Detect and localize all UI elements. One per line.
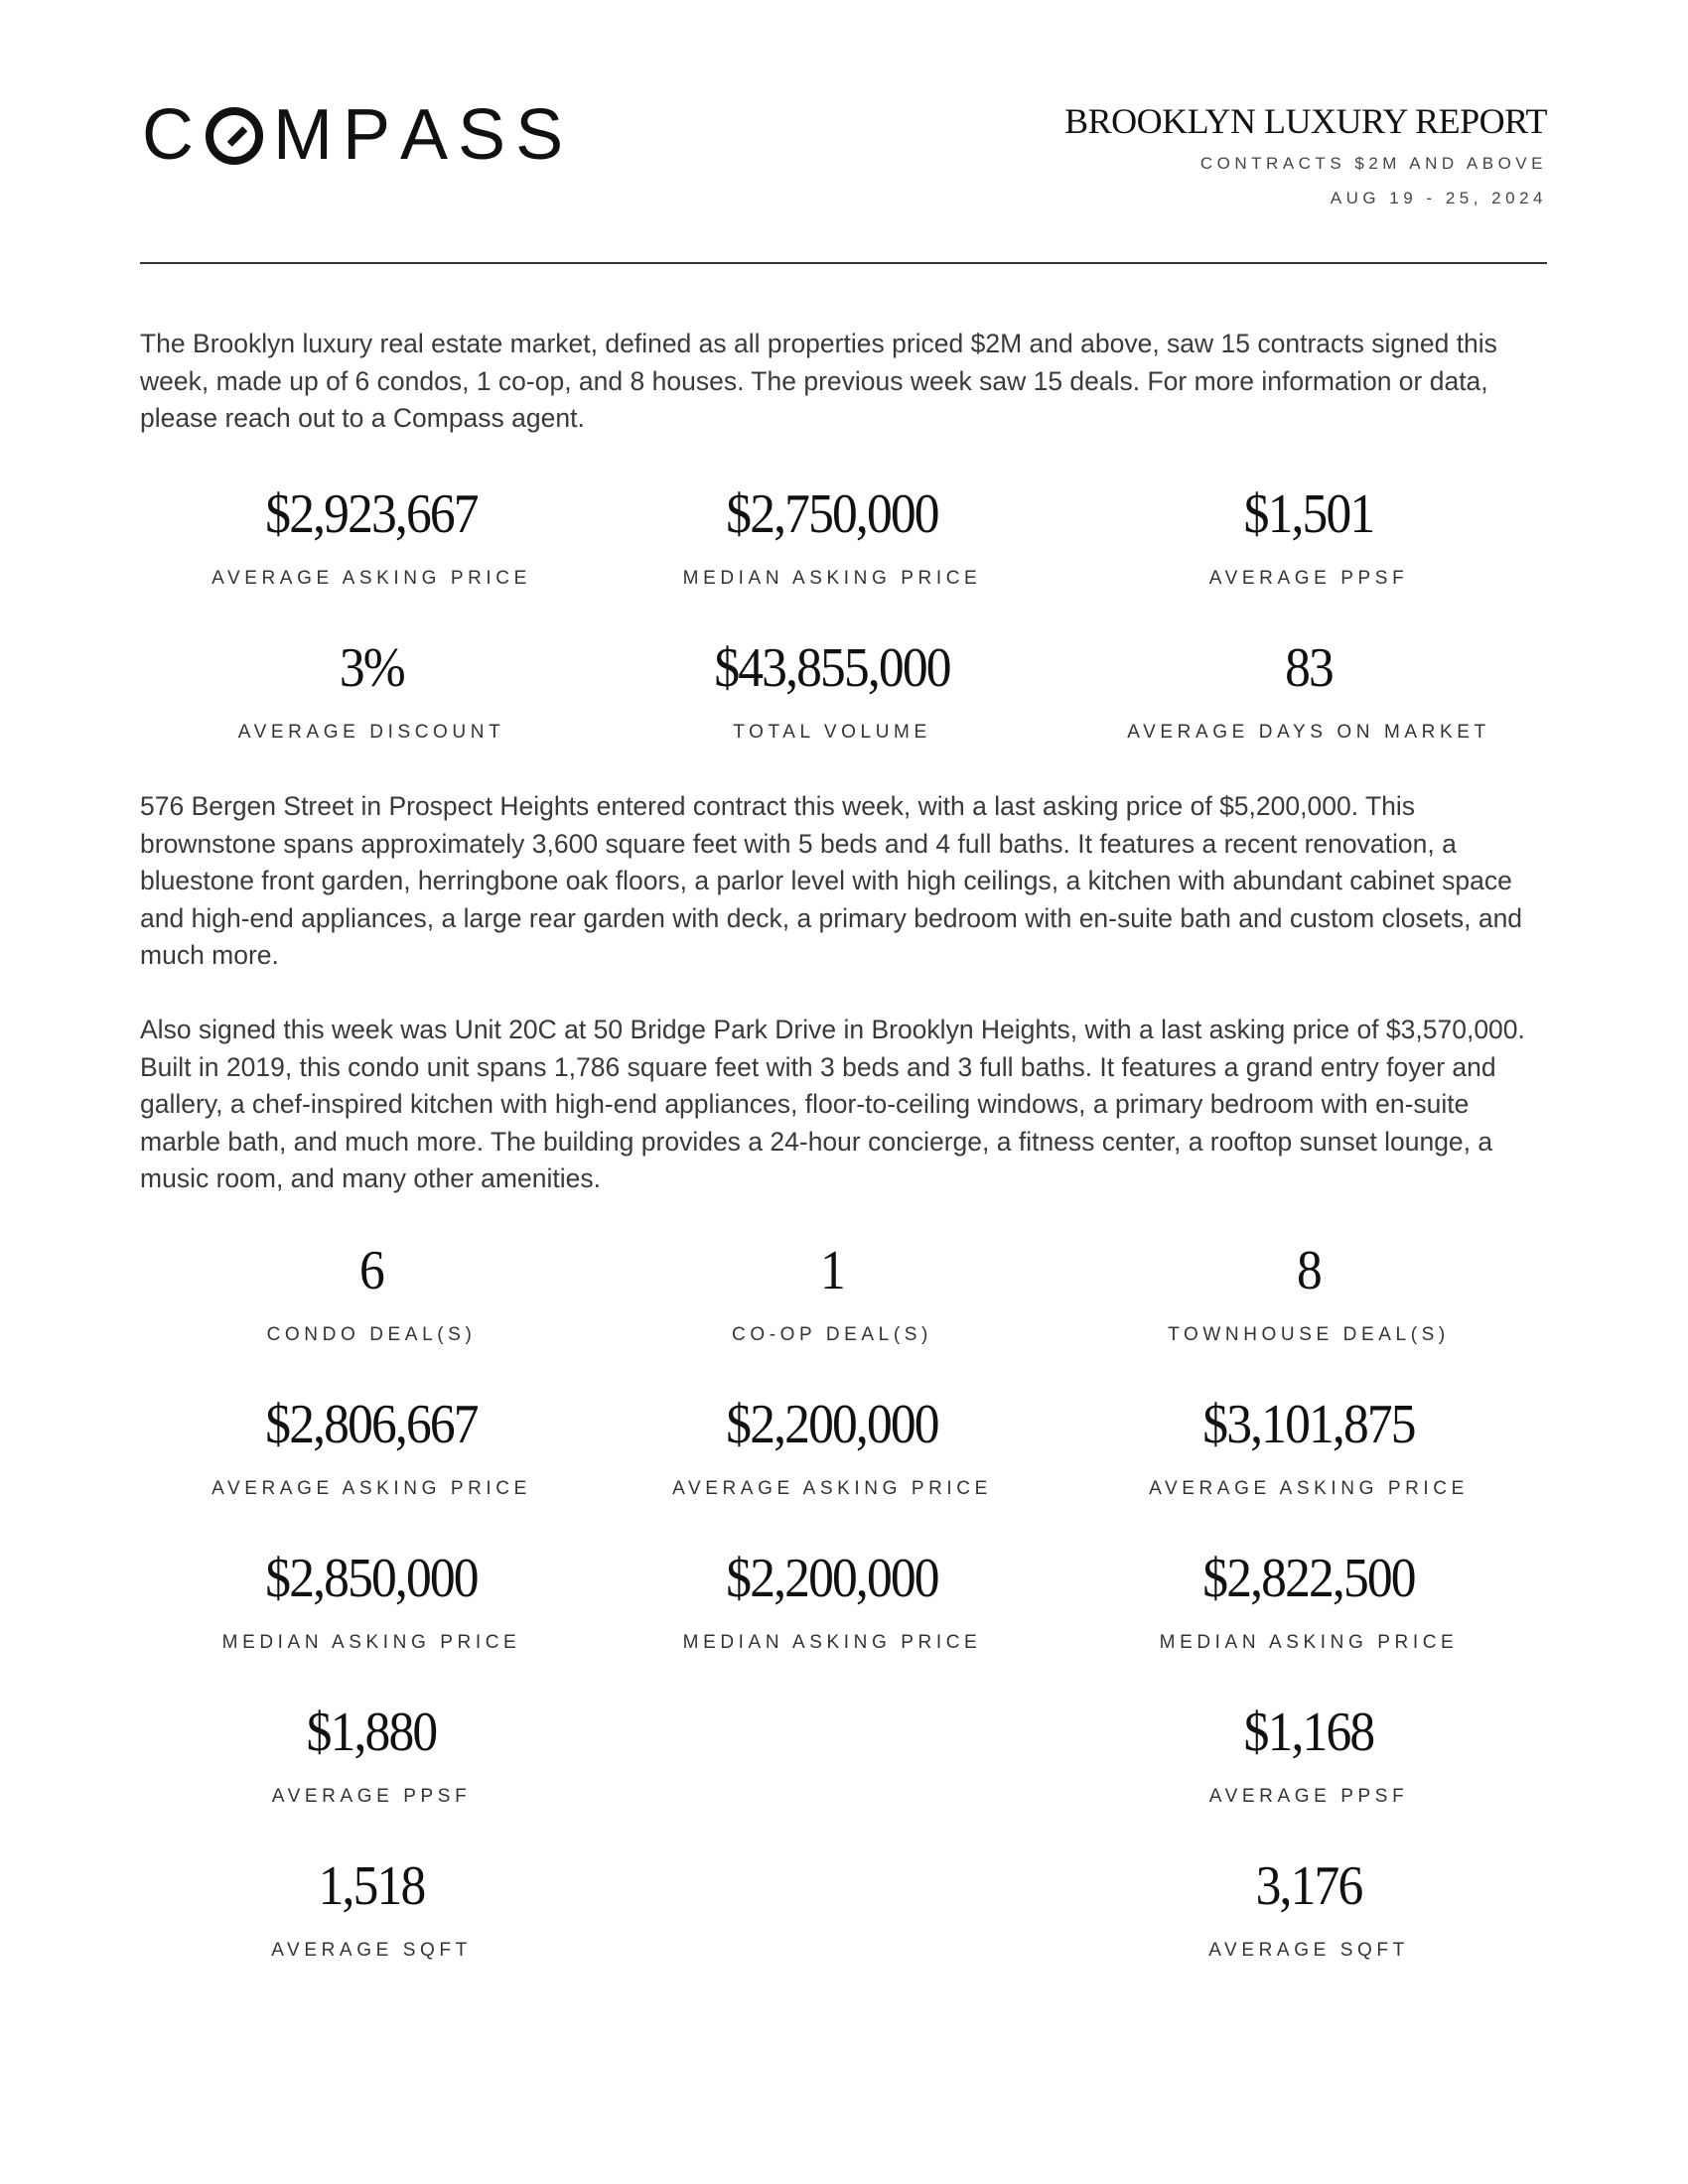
stat-average-asking-price xyxy=(143,484,600,590)
stat-value: 3,176 xyxy=(1255,1855,1362,1917)
stat-average-days-on-market xyxy=(1080,638,1537,744)
stat-value: 8 xyxy=(1297,1240,1321,1301)
coop-average-asking-price xyxy=(604,1395,1060,1500)
stat-value: 1 xyxy=(820,1240,844,1301)
logo-letter: S xyxy=(458,95,516,175)
stat-value: $2,850,000 xyxy=(265,1548,478,1609)
townhouse-average-sqft xyxy=(1080,1856,1537,1962)
stat-value: $1,880 xyxy=(306,1702,437,1763)
report-date-range: AUG 19 - 25, 2024 xyxy=(1330,189,1547,207)
stat-label: AVERAGE PPSF xyxy=(1208,1786,1409,1807)
header-divider xyxy=(140,262,1547,264)
stat-total-volume xyxy=(604,638,1060,744)
intro-paragraph: The Brooklyn luxury real estate market, defined as all properties priced $2M and above, saw 15 contracts signed this week, made up of 6 condos, 1 co-op, and 8 houses. The previous week saw 15 deals. For more information or data, please reach out to a Compass agent. xyxy=(140,329,1497,433)
stat-label: CONDO DEAL(S) xyxy=(266,1324,477,1345)
report-subtitle: CONTRACTS $2M AND ABOVE xyxy=(1199,154,1547,173)
condo-average-asking-price xyxy=(143,1395,600,1500)
townhouse-average-asking-price xyxy=(1080,1395,1537,1500)
report-header xyxy=(1064,99,1547,209)
report-title: BROOKLYN LUXURY REPORT xyxy=(1064,101,1547,141)
stat-value: $2,822,500 xyxy=(1202,1548,1415,1609)
stat-value: $3,101,875 xyxy=(1202,1394,1415,1455)
stat-label: CO-OP DEAL(S) xyxy=(732,1324,932,1345)
stat-label: MEDIAN ASKING PRICE xyxy=(1159,1632,1459,1653)
stat-value: $1,501 xyxy=(1243,483,1374,545)
stat-value: 3% xyxy=(339,637,404,699)
coop-median-asking-price xyxy=(604,1549,1060,1654)
condo-average-sqft xyxy=(143,1856,600,1962)
stat-label: MEDIAN ASKING PRICE xyxy=(682,1632,982,1653)
stat-label: AVERAGE PPSF xyxy=(1208,568,1409,589)
stat-label: AVERAGE ASKING PRICE xyxy=(1149,1478,1469,1499)
stat-label: MEDIAN ASKING PRICE xyxy=(221,1632,521,1653)
stat-label: AVERAGE ASKING PRICE xyxy=(211,1478,531,1499)
townhouse-deals xyxy=(1080,1241,1537,1346)
stat-label: MEDIAN ASKING PRICE xyxy=(682,568,982,589)
stat-label: TOWNHOUSE DEAL(S) xyxy=(1168,1324,1450,1345)
stat-value: $2,750,000 xyxy=(726,483,938,545)
stat-label: TOTAL VOLUME xyxy=(733,722,931,743)
stat-value: $2,806,667 xyxy=(265,1394,478,1455)
stat-value: $2,923,667 xyxy=(265,483,478,545)
stat-label: AVERAGE ASKING PRICE xyxy=(672,1478,992,1499)
stat-value: 6 xyxy=(359,1240,383,1301)
stat-average-ppsf xyxy=(1080,484,1537,590)
stat-label: AVERAGE DISCOUNT xyxy=(237,722,505,743)
logo-letter: S xyxy=(515,95,574,175)
condo-median-asking-price xyxy=(143,1549,600,1654)
stat-average-discount xyxy=(143,638,600,744)
stat-value: $43,855,000 xyxy=(714,637,950,699)
townhouse-median-asking-price xyxy=(1080,1549,1537,1654)
logo-letter: A xyxy=(400,95,459,175)
stat-label: AVERAGE PPSF xyxy=(271,1786,472,1807)
condo-average-ppsf xyxy=(143,1703,600,1808)
stat-label: AVERAGE SQFT xyxy=(271,1940,472,1961)
stat-value: 83 xyxy=(1285,637,1333,699)
stat-value: $2,200,000 xyxy=(726,1548,938,1609)
stat-value: $2,200,000 xyxy=(726,1394,938,1455)
coop-deals xyxy=(604,1241,1060,1346)
logo-letter: P xyxy=(342,95,401,175)
stat-value: 1,518 xyxy=(318,1855,425,1917)
compass-logo xyxy=(142,95,574,175)
townhouse-average-ppsf xyxy=(1080,1703,1537,1808)
highlight-paragraph-bergen-street: 576 Bergen Street in Prospect Heights entered contract this week, with a last asking price of $5,200,000. This brownstone spans approximately 3,600 square feet with 5 beds and 4 full baths. It features a recent renovation, a bluestone front garden, herringbone oak floors, a parlor level with high ceilings, a kitchen with abundant cabinet space and high-end appliances, a large rear garden with deck, a primary bedroom with en-suite bath and custom closets, and much more. xyxy=(140,791,1523,970)
stat-median-asking-price xyxy=(604,484,1060,590)
stat-label: AVERAGE SQFT xyxy=(1208,1940,1409,1961)
condo-deals xyxy=(143,1241,600,1346)
stat-label: AVERAGE DAYS ON MARKET xyxy=(1127,722,1490,743)
logo-letter: M xyxy=(273,95,343,175)
stat-value: $1,168 xyxy=(1243,1702,1374,1763)
highlight-paragraph-bridge-park-drive: Also signed this week was Unit 20C at 50 Bridge Park Drive in Brooklyn Heights, with a last asking price of $3,570,000. Built in 2019, this condo unit spans 1,786 square feet with 3 beds and 3 full baths. It features a grand entry foyer and gallery, a chef-inspired kitchen with high-end appliances, floor-to-ceiling windows, a primary bedroom with en-suite marble bath, and much more. The building provides a 24-hour concierge, a fitness center, a rooftop sunset lounge, a music room, and many other amenities. xyxy=(140,1015,1525,1193)
compass-o-icon xyxy=(206,107,263,165)
logo-letter: C xyxy=(142,95,204,175)
stat-label: AVERAGE ASKING PRICE xyxy=(211,568,531,589)
